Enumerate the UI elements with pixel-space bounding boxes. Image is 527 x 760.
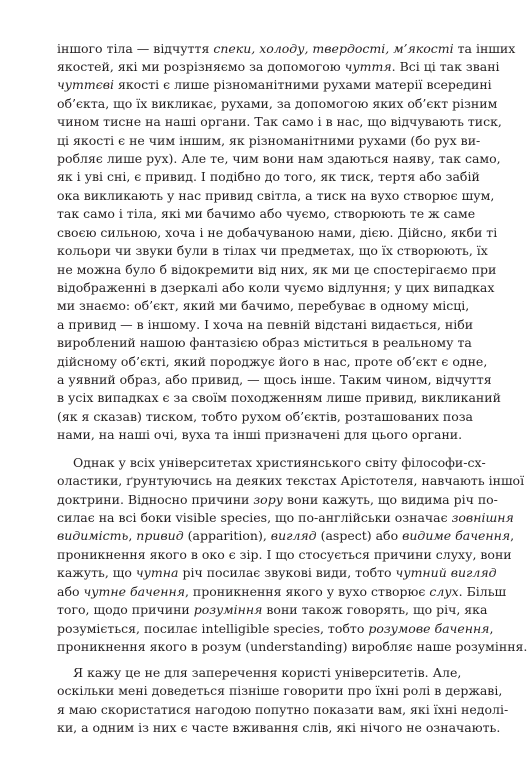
text-line: доктрини. Відносно причини зору вони кажуть, що видима річ по- <box>57 492 498 507</box>
text-line: не можна було б відокремити від них, як ми це спостерігаємо при <box>57 262 497 277</box>
text-line: кольори чи звуки були в тілах чи предметах, що їх створюють, їх <box>57 243 488 258</box>
text-line: або чутне бачення, проникнення якого у вухо створює слух. Більш <box>57 584 507 599</box>
text-line: розуміється, посилає intelligible species, тобто розумове бачення, <box>57 621 494 636</box>
text-line: в усіх випадках є за своїм походженням лише привид, викликаний <box>57 390 501 405</box>
text-line: своєю сильною, хоча і не добачуваною нами, дією. Дійсно, якби ті <box>57 225 498 240</box>
text-line: так само і тіла, які ми бачимо або чуємо, створюють те ж саме <box>57 206 476 221</box>
text-line: відображенні в дзеркалі або коли чуємо відлуння; у цих випадках <box>57 280 495 295</box>
text-line: ока викликають у нас привид світла, а тиск на вухо створює шум, <box>57 188 495 203</box>
text-line: оластики, ґрунтуючись на деяких текстах Арістотеля, навчають іншої <box>57 473 525 488</box>
text-line: кажуть, що чутна річ посилає звукові види, тобто чутний вигляд <box>57 565 497 580</box>
text-line: я маю скористатися нагодою попутно показати вам, які їхні недолі- <box>57 702 509 717</box>
text-line: проникнення якого в розум (understanding) виробляє наше розуміння. <box>57 639 527 654</box>
text-line: а уявний образ, або привид, — щось інше. Таким чином, відчуття <box>57 372 492 387</box>
text-line: об’єкта, що їх викликає, рухами, за допомогою яких об’єкт різним <box>57 96 498 111</box>
text-line: ці якості є не чим іншим, як різноманітними рухами (бо рух ви- <box>57 133 481 148</box>
text-line: чином тисне на наші органи. Так само і в нас, що відчувають тиск, <box>57 114 502 129</box>
text-line: ми знаємо: об’єкт, який ми бачимо, перебуває в одному місці, <box>57 298 470 313</box>
text-line: оскільки мені доведеться пізніше говорити про їхні ролі в державі, <box>57 683 503 698</box>
text-line: нами, на наші очі, вуха та інші призначені для цього органи. <box>57 427 463 442</box>
text-line: силає на всі боки visible species, що по-англійськи означає зовнішня <box>57 510 514 525</box>
text-line: видимість, привид (apparition), вигляд (aspect) або видиме бачення, <box>57 528 515 543</box>
text-line: (як я сказав) тиском, тобто рухом об’єктів, розташованих поза <box>57 409 473 424</box>
text-line: а привид — в іншому. І хоча на певній відстані видається, ніби <box>57 317 474 332</box>
text-line: вироблений нашою фантазією образ міститься в реальному та <box>57 335 472 350</box>
text-line: робляє лише рух). Але те, чим вони нам здаються наяву, так само, <box>57 151 501 166</box>
text-line: якостей, які ми розрізняємо за допомогою чуття. Всі ці так звані <box>57 59 500 74</box>
text-line: проникнення якого в око є зір. І що стосується причини слуху, вони <box>57 547 512 562</box>
text-line: того, щодо причини розуміння вони також говорять, що річ, яка <box>57 602 488 617</box>
text-line: як і уві сні, є привид. І подібно до того, як тиск, тертя або забій <box>57 169 480 184</box>
text-line: чуттєві якості є лише різноманітними рухами матерії всередині <box>57 77 492 92</box>
text-line: Я кажу це не для заперечення користі університетів. Але, <box>73 665 462 680</box>
text-line: дійсному об’єкті, який породжує його в нас, проте об’єкт є одне, <box>57 354 488 369</box>
text-line: ки, а одним із них є часте вживання слів, які нічого не означають. <box>57 720 501 735</box>
text-line: іншого тіла — відчуття спеки, холоду, твердості, м’якості та інших <box>57 41 516 56</box>
text-line: Однак у всіх університетах християнського світу філософи-сх- <box>73 455 486 470</box>
